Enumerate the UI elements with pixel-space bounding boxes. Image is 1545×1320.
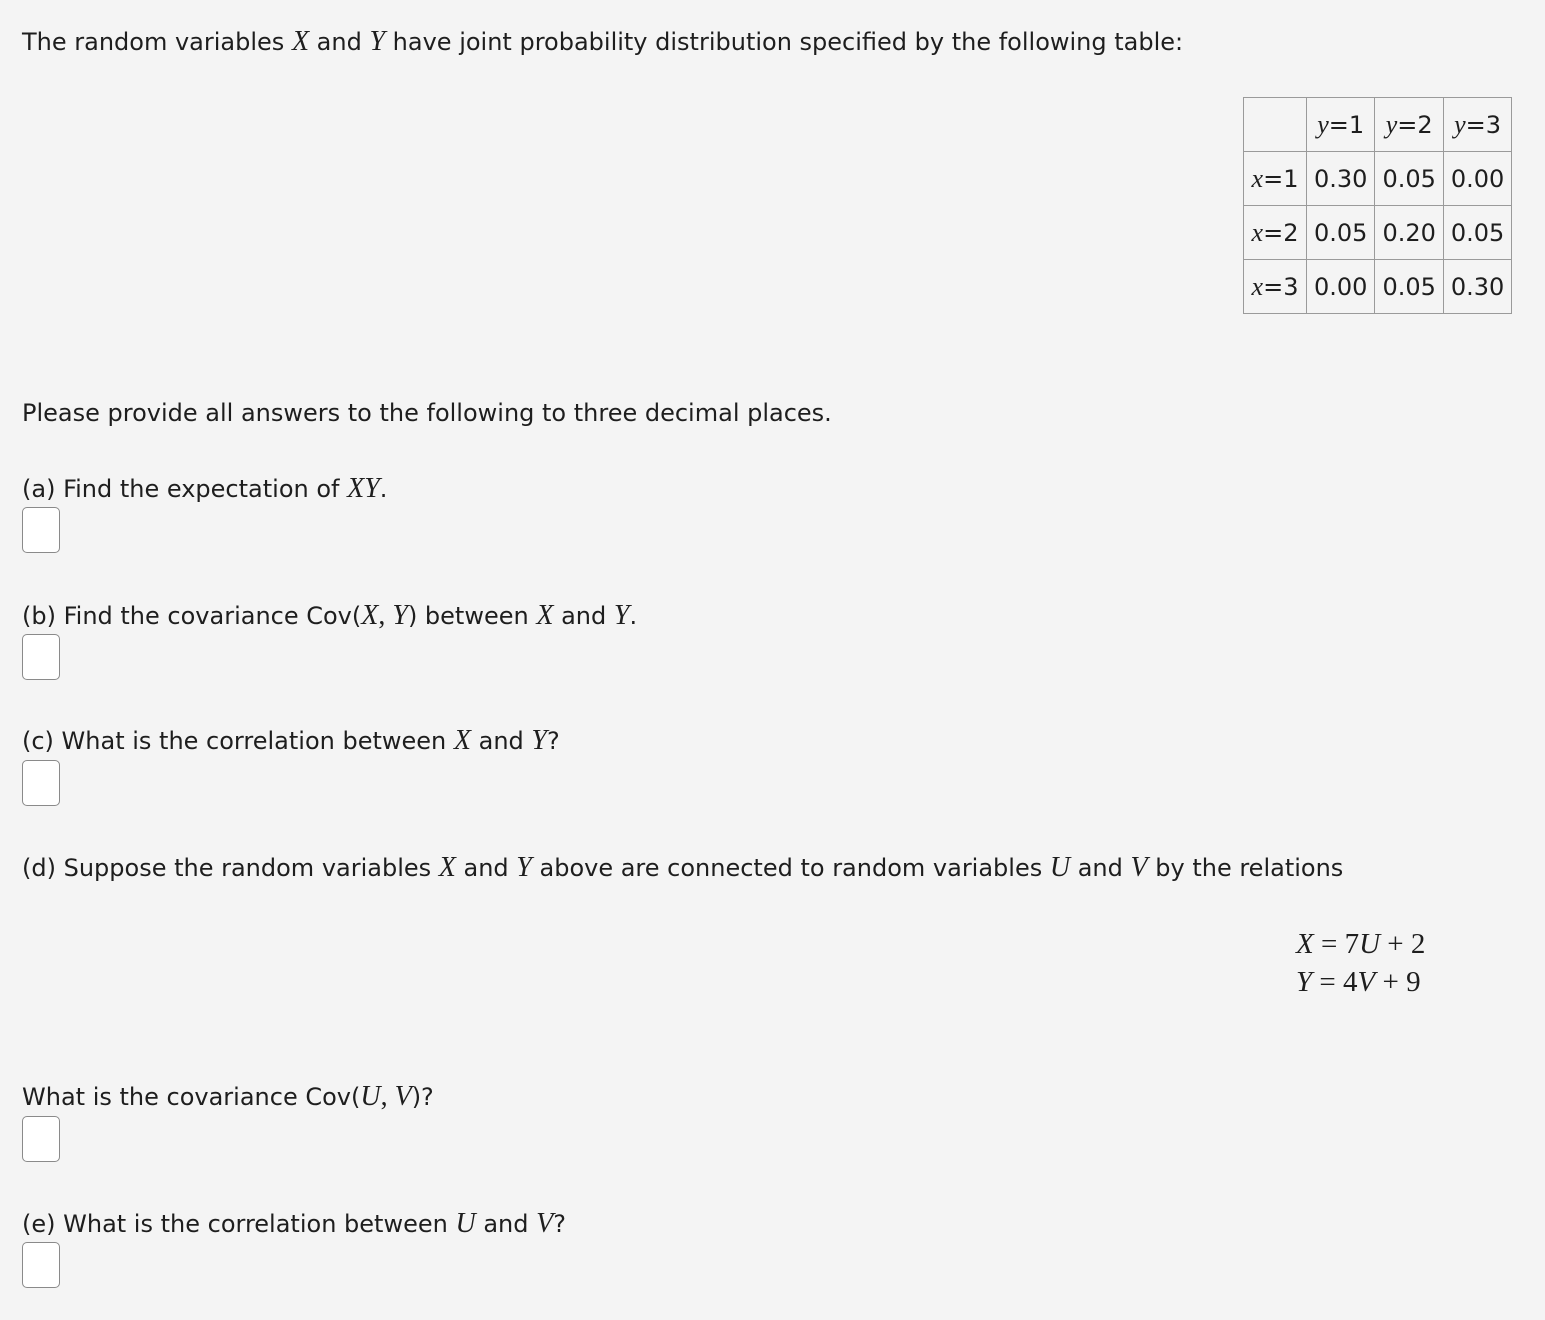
question-d-covariance: What is the covariance Cov(U, V)? [22,1081,434,1112]
answer-input-c[interactable] [22,760,60,806]
table-cell: 0.00 [1307,260,1375,314]
relation-x: X = 7U + 2 [1296,928,1426,960]
col-header-y1: y=1 [1307,98,1375,152]
joint-probability-table [1243,97,1512,314]
answer-input-a[interactable] [22,507,60,553]
table-cell: 0.00 [1443,152,1511,206]
answer-input-b[interactable] [22,634,60,680]
table-cell: 0.05 [1307,206,1375,260]
row-header-x1: x=1 [1244,152,1307,206]
question-a: (a) Find the expectation of XY. [22,473,388,504]
table-cell: 0.30 [1307,152,1375,206]
question-b: (b) Find the covariance Cov(X, Y) between X and Y. [22,600,638,631]
question-c: (c) What is the correlation between X and Y? [22,725,560,756]
table-cell: 0.30 [1443,260,1511,314]
table-corner-cell [1244,98,1307,152]
relation-y: Y = 4V + 9 [1296,966,1421,998]
answer-input-e[interactable] [22,1242,60,1288]
table-header-row [1244,98,1512,152]
table-row [1244,152,1512,206]
intro-text: The random variables X and Y have joint probability distribution specified by the following table: [22,26,1184,57]
table-cell: 0.05 [1375,152,1443,206]
table-cell: 0.20 [1375,206,1443,260]
answer-input-d[interactable] [22,1116,60,1162]
question-e: (e) What is the correlation between U and V? [22,1208,566,1239]
table-cell: 0.05 [1375,260,1443,314]
row-header-x3: x=3 [1244,260,1307,314]
table-row [1244,260,1512,314]
instructions-text: Please provide all answers to the following to three decimal places. [22,399,832,427]
question-d: (d) Suppose the random variables X and Y above are connected to random variables U and V by the relations [22,852,1344,883]
table-row [1244,206,1512,260]
table-cell: 0.05 [1443,206,1511,260]
col-header-y2: y=2 [1375,98,1443,152]
row-header-x2: x=2 [1244,206,1307,260]
col-header-y3: y=3 [1443,98,1511,152]
